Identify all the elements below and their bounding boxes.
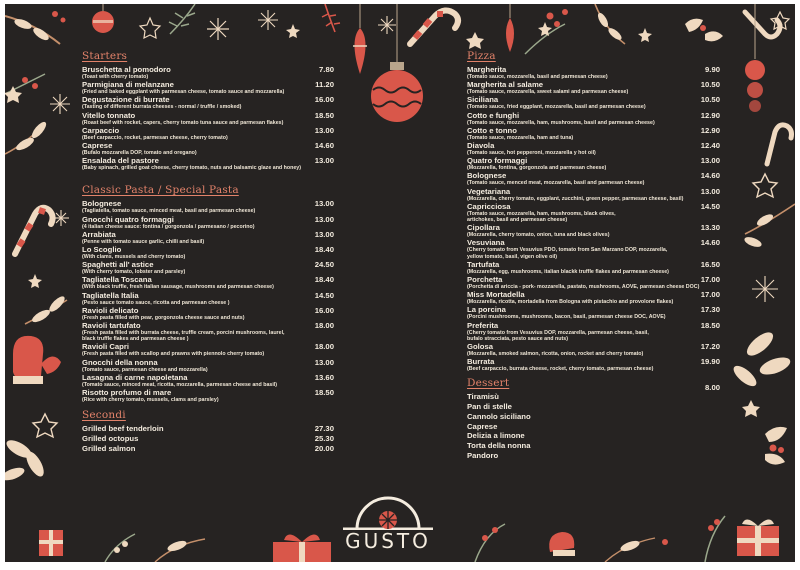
menu-item-description: (Fresh pasta filled with burrata cheese, truffle cream, porcini mushrooms, laurel, black truffle flakes and parmesan cheese ) xyxy=(82,330,285,343)
menu-item xyxy=(467,321,720,342)
menu-item-name: Porchetta xyxy=(467,275,503,285)
menu-item xyxy=(82,126,334,141)
menu-item xyxy=(82,306,334,321)
menu-item-price: 13.00 xyxy=(314,214,334,224)
menu-item-name: Grilled beef tenderloin xyxy=(82,424,164,434)
leaf-branch-icon xyxy=(25,294,67,324)
menu-item-price: 18.00 xyxy=(314,342,334,352)
menu-item-description: (Porcini mushrooms, mushrooms, bacon, basil, parmesan cheese DOC, AOVE) xyxy=(467,314,666,321)
menu-item-name: Bruschetta al pomodoro xyxy=(82,65,171,74)
menu-item-name: Grilled salmon xyxy=(82,443,136,453)
section-title-pasta: Classic Pasta / Special Pasta xyxy=(82,184,239,197)
starters-list xyxy=(82,65,334,171)
menu-item xyxy=(467,141,720,156)
menu-item-description: (Mozzarella, ricotta, mortadella from Bologna with pistachio and provolone flakes) xyxy=(467,299,674,306)
star-icon xyxy=(28,274,42,288)
menu-item-name: La porcina xyxy=(467,305,506,315)
dessert-item-name: Cannolo siciliano xyxy=(467,411,531,421)
menu-item-price: 14.60 xyxy=(700,238,720,248)
menu-item xyxy=(82,342,334,357)
section-title-dessert: Dessert xyxy=(467,377,510,390)
menu-item xyxy=(82,65,334,80)
menu-item-name: Parmigiana di melanzane xyxy=(82,80,174,90)
mitten-icon xyxy=(13,336,61,384)
section-title-starters: Starters xyxy=(82,50,128,62)
menu-item-description: (Baby spinach, grilled goat cheese, cherry tomato, nuts and balsamic glaze and honey) xyxy=(82,165,301,172)
menu-item-description: (Tomato sauce, minced meat, ricotta, mozzarella, parmesan cheese and basil) xyxy=(82,381,278,388)
menu-item-description: (With clams, mussels and cherry tomato) xyxy=(82,254,186,261)
leaf-branch-icon xyxy=(743,204,795,249)
menu-item-price: 14.50 xyxy=(700,201,720,211)
menu-item-name: Caprese xyxy=(82,141,113,151)
menu-item xyxy=(467,80,720,95)
gift-box-icon xyxy=(39,530,63,556)
menu-item-price: 13.00 xyxy=(700,186,720,196)
menu-item xyxy=(467,187,720,202)
menu-item xyxy=(82,291,334,306)
menu-item-name: Gnocchi quatro formaggi xyxy=(82,214,174,224)
dessert-item xyxy=(467,441,720,451)
menu-item-description: (Cherry tomato from Vesuvius DOP, mozzarella, parmesan cheese, basil, bufalo stracciata, pesto sauce and nuts) xyxy=(467,329,649,342)
menu-item xyxy=(82,424,334,434)
menu-item-description: (Fresh pasta filled with scallop and prawns with piennolo cherry tomato) xyxy=(82,351,265,358)
menu-item xyxy=(82,260,334,275)
menu-item-price: 13.00 xyxy=(700,156,720,166)
left-column xyxy=(82,46,334,453)
pizza-slice-icon xyxy=(343,496,433,530)
secondi-list xyxy=(82,424,334,453)
menu-item-price: 14.60 xyxy=(700,171,720,181)
menu-item xyxy=(467,111,720,126)
menu-item-name: Burrata xyxy=(467,357,495,367)
menu-item-description: (Tomato sauce, hot pepperoni, mozzarella y hot oil) xyxy=(467,150,596,157)
christmas-ball-icon xyxy=(92,4,114,33)
menu-item-price: 17.20 xyxy=(700,342,720,352)
menu-item xyxy=(82,373,334,388)
menu-item-name: Ensalada del pastore xyxy=(82,156,159,166)
snowflake-icon xyxy=(207,18,229,40)
menu-item-price: 18.50 xyxy=(314,388,334,398)
menu-item-price: 17.00 xyxy=(700,275,720,285)
menu-item-description: (Tomato sauce, mozzarella, ham, mushrooms, black olives, artichokes, basil and parmesan cheese) xyxy=(467,210,616,224)
menu-item-description: (Tomato sauce, mozzarella, sweet salami and parmesan cheese) xyxy=(467,89,629,96)
dessert-item xyxy=(467,412,720,422)
menu-item-name: Diavola xyxy=(467,141,495,151)
menu-item-price: 18.40 xyxy=(314,245,334,255)
menu-item-name: Ravioli tartufato xyxy=(82,321,141,331)
menu-item-price: 13.00 xyxy=(314,125,334,135)
dessert-price: 8.00 xyxy=(705,383,720,393)
dessert-item xyxy=(467,402,720,412)
menu-item-description: (Mozzarella, cherry tomato, eggplant, zucchini, green pepper, parmesan cheese, basil) xyxy=(467,195,684,202)
menu-item-description: (Beef carpaccio, rocket, parmesan cheese, cherry tomato) xyxy=(82,134,228,141)
dessert-item-name: Pandoro xyxy=(467,450,499,460)
star-icon xyxy=(140,18,160,38)
menu-item-description: (With cherry tomato, lobster and parsley) xyxy=(82,269,186,276)
dessert-item xyxy=(467,451,720,461)
menu-item-price: 13.00 xyxy=(314,357,334,367)
menu-item-price: 12.90 xyxy=(700,125,720,135)
dessert-item-name: Tiramisù xyxy=(467,392,499,402)
menu-item-name: Miss Mortadella xyxy=(467,290,525,300)
menu-item-price: 20.00 xyxy=(314,443,334,453)
christmas-ball-icon xyxy=(745,4,765,112)
menu-item xyxy=(467,290,720,305)
brand-name: GUSTO xyxy=(345,529,431,553)
christmas-ball-icon xyxy=(506,4,514,52)
candy-cane-icon xyxy=(410,10,458,44)
star-icon xyxy=(638,28,652,42)
menu-item-price: 18.50 xyxy=(314,110,334,120)
menu-item-description: (Mozzarella, fontina, gorgonzola and parmesan cheese) xyxy=(467,165,607,172)
menu-item-description: (Tomato sauce, mozzarella, basil and parmesan cheese) xyxy=(467,74,608,80)
menu-item xyxy=(82,321,334,342)
menu-item xyxy=(82,444,334,454)
leaf-branch-icon xyxy=(730,328,792,389)
menu-item-name: Lasagna di carne napoletana xyxy=(82,372,188,382)
menu-item xyxy=(82,434,334,444)
menu-item-price: 13.60 xyxy=(314,372,334,382)
star-icon xyxy=(538,22,552,36)
menu-item-price: 17.00 xyxy=(700,290,720,300)
dessert-item xyxy=(467,431,720,441)
menu-item-price: 25.30 xyxy=(314,433,334,443)
menu-item-name: Golosa xyxy=(467,342,494,352)
gift-box-icon xyxy=(737,519,779,556)
christmas-ball-icon xyxy=(371,4,423,122)
menu-item-price: 16.50 xyxy=(700,259,720,269)
menu-item-price: 18.50 xyxy=(700,320,720,330)
menu-item-description: (With black truffle, fresh italian sausage, mushrooms and parmesan cheese) xyxy=(82,284,274,291)
menu-item-name: Gnocchi della nonna xyxy=(82,357,158,367)
menu-item-description: (Tomato sauce, fried eggplant, mozzarella, basil and parmesan cheese) xyxy=(467,104,646,111)
menu-item-description: (Cherry tomato from Vesuvius PDO, tomato from San Marzano DOP, mozzarella, yellow tomato, basil, vigen olive oil) xyxy=(467,247,668,260)
dessert-item-name: Delizia a limone xyxy=(467,431,525,441)
leaf-branch-icon xyxy=(5,437,47,483)
menu-item-price: 18.40 xyxy=(314,275,334,285)
leaf-branch-icon xyxy=(475,524,505,562)
menu-item-description: (4 italian cheese sauce: fontina / gorgonzola / parmesano / pecorino) xyxy=(82,223,255,230)
right-column xyxy=(467,46,720,460)
dessert-item-name: Pan di stelle xyxy=(467,402,512,412)
menu-item xyxy=(82,95,334,110)
menu-item-price: 7.80 xyxy=(319,65,334,74)
candy-cane-icon xyxy=(15,208,53,254)
menu-item-description: (Beef carpaccio, burrata cheese, rocket, cherry tomato, parmesan cheese) xyxy=(467,366,654,373)
menu-item-name: Lo Scoglio xyxy=(82,245,122,255)
leaf-branch-icon xyxy=(605,538,668,562)
menu-item xyxy=(82,245,334,260)
menu-item xyxy=(82,141,334,156)
menu-item-name: Tagliatella Toscana xyxy=(82,275,152,285)
menu-item xyxy=(467,202,720,223)
holly-icon xyxy=(765,427,787,465)
dessert-item-name: Caprese xyxy=(467,421,498,431)
menu-item xyxy=(467,65,720,80)
menu-item-price: 11.20 xyxy=(315,80,334,90)
menu-item xyxy=(467,305,720,320)
gusto-logo xyxy=(343,496,433,556)
star-icon xyxy=(286,24,300,38)
pasta-list xyxy=(82,199,334,403)
menu-item-name: Cipollara xyxy=(467,223,500,233)
section-title-secondi: Secondi xyxy=(82,409,126,422)
menu-item-description: (Penne with tomato sauce garlic, chilli and basil) xyxy=(82,238,205,245)
menu-item-price: 27.30 xyxy=(314,424,334,434)
star-icon xyxy=(753,174,777,197)
menu-item xyxy=(467,342,720,357)
gift-box-icon xyxy=(273,534,331,562)
section-title-pizza: Pizza xyxy=(467,50,496,62)
menu-item-description: (Tomato sauce, mozzarella, ham and tuna) xyxy=(467,134,574,141)
menu-item-price: 13.00 xyxy=(314,156,334,166)
menu-item xyxy=(467,126,720,141)
snowflake-icon xyxy=(378,16,396,34)
star-icon xyxy=(33,414,57,437)
menu-item-name: Cotto e tonno xyxy=(467,125,517,135)
menu-item-description: (Tagliatella, tomato sauce, minced meat, basil and parmesan cheese) xyxy=(82,208,256,215)
menu-item-description: (Fresh pasta filled with pear, gorgonzola cheese sauce and nuts) xyxy=(82,314,245,321)
menu-item xyxy=(82,215,334,230)
menu-item-name: Ravioli delicato xyxy=(82,305,139,315)
menu-item-name: Margherita xyxy=(467,65,507,74)
menu-item-name: Preferita xyxy=(467,320,499,330)
menu-item-name: Quatro formaggi xyxy=(467,156,528,166)
menu-item-description: (Tomato sauce, menced meat, mozzarella, basil and parmesan cheese) xyxy=(467,180,645,187)
menu-item-price: 16.00 xyxy=(314,305,334,315)
leaf-branch-icon xyxy=(105,534,135,562)
leaf-branch-icon xyxy=(5,120,48,154)
menu-item-price: 13.30 xyxy=(700,223,720,233)
christmas-ball-icon xyxy=(353,4,367,74)
menu-item xyxy=(82,80,334,95)
star-icon xyxy=(742,400,760,417)
dessert-item xyxy=(467,392,720,402)
leaf-branch-icon xyxy=(155,539,205,562)
menu-item xyxy=(82,111,334,126)
menu-item-price: 10.50 xyxy=(700,95,720,105)
dessert-item xyxy=(467,422,720,432)
dessert-list xyxy=(467,392,720,460)
menu-item xyxy=(82,156,334,171)
mitten-icon xyxy=(549,532,575,556)
menu-item-name: Bolognese xyxy=(82,199,122,209)
menu-item-price: 24.50 xyxy=(314,260,334,270)
menu-page xyxy=(5,4,795,562)
menu-item-name: Margherita al salame xyxy=(467,80,544,90)
menu-item-description: (Pesto sauce tomato sauce, ricotta and parmesan cheese ) xyxy=(82,299,230,306)
menu-item-description: (Mozzarella, egg, mushrooms, italian blackk truffle flakes and parmesan cheese) xyxy=(467,268,669,275)
menu-item-description: (Mozzarella, cherry tomato, onion, tuna and black olives) xyxy=(467,232,610,239)
menu-item xyxy=(467,156,720,171)
menu-item xyxy=(467,223,720,238)
menu-item xyxy=(467,238,720,259)
menu-item-name: Spaghetti all' astice xyxy=(82,260,154,270)
menu-item-description: (Rice with cherry tomato, mussels, clams and parsley) xyxy=(82,397,219,404)
menu-item xyxy=(82,388,334,403)
menu-item-name: Tartufata xyxy=(467,259,500,269)
menu-item-name: Capricciosa xyxy=(467,201,511,211)
menu-item-description: (Roast beef with rocket, capers, cherry tomato tuna sauce and parmesan flakes) xyxy=(82,119,284,126)
menu-item-name: Ravioli Capri xyxy=(82,342,129,352)
menu-item-price: 13.00 xyxy=(314,229,334,239)
menu-item-description: (Porchetta di ariccia - pork- mozzarella, pastato, mushrooms, AOVE, parmesan cheese DOC) xyxy=(467,284,700,291)
leaf-branch-icon xyxy=(5,11,66,44)
snowflake-icon xyxy=(53,210,69,226)
menu-item-name: Vesuviana xyxy=(467,238,505,248)
leaf-branch-icon xyxy=(705,516,725,562)
menu-item-name: Degustazione di burrate xyxy=(82,95,170,105)
leaf-branch-icon xyxy=(595,4,625,44)
menu-item-name: Vitello tonnato xyxy=(82,110,136,120)
dessert-item-name: Torta della nonna xyxy=(467,440,531,450)
menu-item-price: 12.40 xyxy=(700,141,720,151)
menu-item-name: Siciliana xyxy=(467,95,499,105)
menu-item-price: 9.90 xyxy=(705,65,720,74)
menu-item xyxy=(82,275,334,290)
menu-item-name: Risotto profumo di mare xyxy=(82,388,172,398)
holly-icon xyxy=(685,19,723,42)
menu-item xyxy=(82,199,334,214)
menu-item xyxy=(82,358,334,373)
menu-item-description: (Bufalo mozzarella DOP, tomato and oregano) xyxy=(82,150,197,157)
menu-item-description: (Mozzarella, smoked salmon, ricotta, onion, rocket and cherry tomato) xyxy=(467,351,644,358)
snowflake-icon xyxy=(258,10,278,30)
menu-item-price: 14.50 xyxy=(314,290,334,300)
menu-item-price: 17.30 xyxy=(700,305,720,315)
menu-item-name: Cotto e funghi xyxy=(467,110,520,120)
menu-item-price: 10.50 xyxy=(700,80,720,90)
snowflake-icon xyxy=(752,276,778,302)
menu-item-price: 16.00 xyxy=(314,95,334,105)
candy-cane-icon xyxy=(767,125,792,164)
menu-item-price: 19.90 xyxy=(700,357,720,367)
pizza-list xyxy=(467,65,720,372)
menu-item-price: 18.00 xyxy=(314,321,334,331)
menu-item-name: Bolognese xyxy=(467,171,507,181)
snowflake-icon xyxy=(50,94,70,114)
menu-item xyxy=(467,95,720,110)
leaf-branch-icon xyxy=(322,4,340,32)
menu-item-description: (Fried and baked eggplant with parmesan cheese, tomato sauce and mozzarella) xyxy=(82,89,285,96)
menu-item xyxy=(467,275,720,290)
leaf-branch-icon xyxy=(169,4,195,34)
menu-item-name: Arrabiata xyxy=(82,229,116,239)
menu-item-description: (Tomato sauce, parmesan cheese and mozzarella) xyxy=(82,366,208,373)
menu-item-name: Tagliatella Italia xyxy=(82,290,139,300)
menu-item-name: Grilled octopus xyxy=(82,433,139,443)
menu-item xyxy=(82,230,334,245)
menu-item-price: 13.00 xyxy=(314,199,334,209)
star-icon xyxy=(5,86,22,103)
menu-item-description: (Tomato sauce, mozzarella, ham, mushrooms, basil and parmesan cheese) xyxy=(467,119,655,126)
menu-item-price: 12.90 xyxy=(700,110,720,120)
menu-item xyxy=(467,357,720,372)
menu-item xyxy=(467,260,720,275)
menu-item-name: Carpaccio xyxy=(82,125,120,135)
menu-item-description: (Tasting of different burrata cheeses - normal / truffle / smoked) xyxy=(82,104,242,111)
menu-item-price: 14.60 xyxy=(314,141,334,151)
menu-item xyxy=(467,171,720,186)
menu-item-name: Vegetariana xyxy=(467,186,511,196)
menu-item-description: (Toast with cherry tomato) xyxy=(82,74,149,80)
